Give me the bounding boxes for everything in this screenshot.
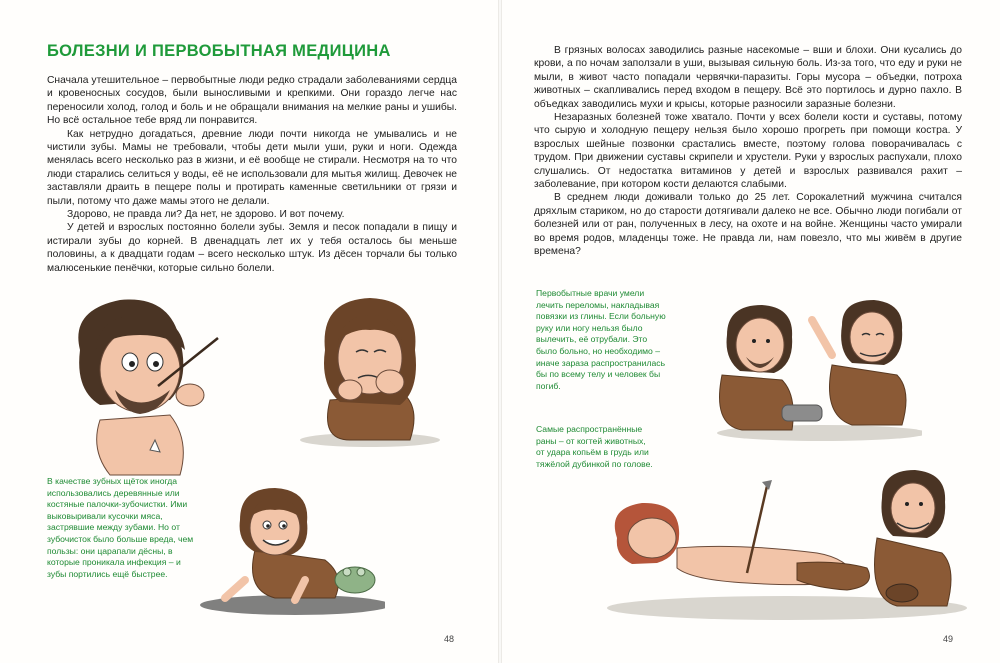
cavechild-crawling-frog-illustration <box>185 480 385 620</box>
right-body-text <box>534 44 962 259</box>
paragraph: В среднем люди доживали только до 25 лет. Сорокалетний мужчина считался дряхлым стариком, но до старости дотягивали далеко не все. Обычно люди погибали от болезней или от ран, полученных в лесу, на охоте и на войне. Женщины часто умирали во время родов, младенцы тоже. Не правда ли, нам повезло, что мы живём в другие времена? <box>534 192 962 258</box>
paragraph: В грязных волосах заводились разные насекомые – вши и блохи. Они кусались до крови, а по ночам заползали в уши, вызывая сильную боль. Из-за того, что еду и руки не мыли, в живот часто попадали червячки-паразиты. Горы мусора – объедки, потроха животных – скапливались перед входом в пещеру. Всё это портилось и дурно пахло. В объедках заводились мухи и крысы, которые разносили заразные болезни. <box>534 45 962 110</box>
right-caption-1: Первобытные врачи умели лечить переломы, накладывая повязки из глины. Если больную руку или ногу нельзя было вылечить, её отрубали. Это было больно, но необходимо – иначе зараза распространилась бы по всему телу и человек бы погиб. <box>536 288 666 391</box>
page-title: БОЛЕЗНИ И ПЕРВОБЫТНАЯ МЕДИЦИНА <box>47 42 391 60</box>
page-number: 48 <box>444 634 455 644</box>
right-page <box>502 0 1000 663</box>
caveman-toothpick-illustration <box>40 290 240 480</box>
left-page <box>0 0 498 663</box>
left-body-text <box>47 74 457 275</box>
right-caption-2: Самые распространённые раны – от когтей животных, от удара копьём в грудь или тяжёлой дубинкой по голове. <box>536 424 653 469</box>
cavemen-healing-illustration <box>702 295 922 445</box>
paragraph: Незаразных болезней тоже хватало. Почти у всех болели кости и суставы, потому что сырую и холодную пещеру нельзя было хорошо прогреть при помощи костра. У взрослых шейные позвонки срастались вместе, поэтому голова поворачивалась с трудом. При движении суставы скрипели и хрустели. Руки у взрослых распухали, плохо слушались. От недостатка витаминов у детей и взрослых развивался рахит – заболевание, при котором кости делаются слабыми. <box>534 112 962 191</box>
paragraph: Сначала утешительное – первобытные люди редко страдали заболеваниями сердца и кровеносных сосудов, были выносливыми и крепкими. Они гораздо легче нас переносили холод, голод и боль и не обращали внимания на мелкие раны и ушибы. Но всё остальное тебе вряд ли понравится. <box>47 75 457 127</box>
cavegirl-toothache-illustration <box>290 290 450 450</box>
left-caption: В качестве зубных щёток иногда использовались деревянные или костяные палочки-зубочистки. Ими выковыривали кусочки мяса, застрявшие между зубами. Но от зубочисток было больше вреда, чем пользы: они царапали дёсны, в которые проникала инфекция – и зубы портились ещё быстрее. <box>47 476 194 579</box>
page-number: 49 <box>943 634 954 644</box>
paragraph: У детей и взрослых постоянно болели зубы. Земля и песок попадали в пищу и истирали зубы до корней. В двенадцать лет их у тебя осталось бы меньше половины, а к двадцати годам – всего несколько штук. Из дёсен торчали бы только малюсенькие пенёчки, которые сильно болели. <box>47 222 457 274</box>
paragraph: Как нетрудно догадаться, древние люди почти никогда не умывались и не чистили зубы. Мамы не требовали, чтобы дети мыли уши, руки и ноги. Одежда менялась всего несколько раз в жизни, и её вообще не стирали. Несмотря на то что люди старались селиться у воды, её не использовали для мытья жилищ. Девочек не заставляли драить в пещере полы и протирать каменные светильники от грязи и пыли, потому что даже мамы этого не делали. <box>47 128 457 207</box>
wounded-caveman-arrow-illustration <box>597 468 972 623</box>
paragraph: Здорово, не правда ли? Да нет, не здорово. И вот почему. <box>67 209 345 221</box>
